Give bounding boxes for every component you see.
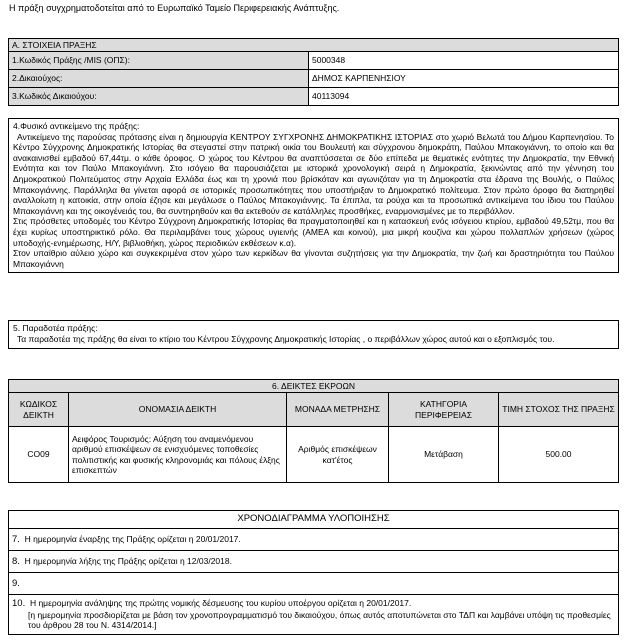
beneficiary-label: 2.Δικαιούχος: — [9, 70, 309, 88]
indicator-code: CO09 — [9, 427, 69, 483]
beneficiary-code-label: 3.Κωδικός Δικαιούχου: — [9, 88, 309, 106]
section-a-table — [8, 38, 619, 106]
mis-code-label: 1.Κωδικός Πράξης /MIS (ΟΠΣ): — [9, 52, 309, 70]
commitment-date-note: [η ημερομηνία προσδιορίζεται με βάση τον χρονοπρογραμματισμό του δικαιούχου, όπως αυτός αποτυπώνεται στο ΤΔΠ και λαμβάνει υπόψη τις προθεσμίες του άρθρου 28 του Ν. 4314/2014.] — [28, 609, 611, 630]
row-10-number: 10. — [12, 598, 26, 609]
physical-object-paragraph-1: Αντικείμενο της παρούσας πρότασης είναι η δημιουργία ΚΕΝΤΡΟΥ ΣΥΓΧΡΟΝΗΣ ΔΗΜΟΚΡΑΤΙΚΗΣ ΙΣΤΟΡΙΑΣ στο χωριό Βελωτά του Δήμου Καρπενησίου. Το Κέντρο Σύγχρονης Δημοκρατικής Ιστορίας θα στεγαστεί στην πατρική οικία του Βουλευτή και σύγχρονου δημοκράτη, Παύλου Μπακογιάννη, το οποίο και θα ανακαινισθεί εμβαδού 67,44τμ. ο κάθε όροφος. Ο χώρος του Κέντρου θα αναπτύσσεται σε δύο επίπεδα με θεματικές ενότητες την Δημοκρατία, την Εθνική Ενότητα και τον Παύλο Μπακογιάννη. Στο ισόγειο θα παρουσιάζεται με ιστορικά χρονολογική σειρά η Δημοκρατία, ξεκινώντας από την γέννηση του Δημοκρατικού Πολιτεύματος στην Αρχαία Ελλάδα έως και τη χρονιά που βρίσκόταν και αγωνιζόταν για τη Δημοκρατία στα έδρανα της Βουλής, ο Παύλος Μπακογιάννης. Παράλληλα θα γίνεται αφορά σε ιστορικές προσωπικότητες που υποστήριξαν το Δημοκρατικό πολίτευμα. Στον πρώτο όροφο θα διατηρηθεί αναλλοίωτη η κατοικία, στην οποία έζησε και μεγάλωσε ο Παύλος Μπακογιάννης. Τα έπιπλα, τα ρούχα και τα προσωπικά αντικείμενα του ίδιου του Παύλου Μπακογιάννη και της οικογένειάς του, θα συντηρηθούν και θα εκτεθούν σε κατάλληλες προσθήκες, εναρμονισμένες με το περιβάλλον. — [13, 131, 614, 216]
header-region-category: ΚΑΤΗΓΟΡΙΑ ΠΕΡΙΦΕΡΕΙΑΣ — [389, 393, 499, 427]
indicator-unit: Αριθμός επισκέψεων κατ'έτος — [287, 427, 389, 483]
end-date-text: Η ημερομηνία λήξης της Πράξης ορίζεται η 12/03/2018. — [24, 555, 232, 566]
physical-object-label: 4.Φυσικό αντικείμενο της πράξης: — [13, 121, 140, 131]
header-measurement-unit: ΜΟΝΑΔΑ ΜΕΤΡΗΣΗΣ — [287, 393, 389, 427]
deliverables-label: 5. Παραδοτέα πράξης: — [13, 323, 98, 333]
indicators-title: 6. ΔΕΙΚΤΕΣ ΕΚΡΟΩΝ — [9, 380, 619, 393]
schedule-row-9 — [9, 573, 619, 595]
mis-code-value: 5000348 — [309, 52, 619, 70]
schedule-row-8 — [9, 551, 619, 573]
indicators-table — [8, 379, 619, 483]
row-9-number: 9. — [12, 577, 20, 589]
physical-object-table — [8, 118, 619, 273]
deliverables-table — [8, 320, 619, 349]
header-indicator-code: ΚΩΔΙΚΟΣ ΔΕΙΚΤΗ — [9, 393, 69, 427]
row-8-number: 8. — [12, 555, 20, 567]
schedule-table — [8, 510, 619, 635]
section-a-title: Α. ΣΤΟΙΧΕΙΑ ΠΡΑΞΗΣ — [9, 39, 619, 52]
beneficiary-value: ΔΗΜΟΣ ΚΑΡΠΕΝΗΣΙΟΥ — [309, 70, 619, 88]
deliverables-text: Τα παραδοτέα της πράξης θα είναι το κτίριο του Κέντρου Σύγχρονης Δημοκρατικής Ιστορίας , ο περιβάλλων χώρος αυτού και ο εξοπλισμός του. — [17, 334, 555, 344]
cofunding-statement: Η πράξη συγχρηματοδοτείται από το Ευρωπαϊκό Ταμείο Περιφερειακής Ανάπτυξης. — [9, 3, 340, 13]
physical-object-cell — [9, 119, 619, 273]
indicator-category: Μετάβαση — [389, 427, 499, 483]
header-indicator-name: ΟΝΟΜΑΣΙΑ ΔΕΙΚΤΗ — [69, 393, 287, 427]
beneficiary-code-value: 40113094 — [309, 88, 619, 106]
schedule-row-10 — [9, 595, 619, 635]
physical-object-paragraph-2: Στις πρόσθετες υποδομές του Κέντρο Σύγχρονη Δημοκρατικής Ιστορίας θα πραγματοποιηθεί και η κατασκευή ενός ισόγειου κτιρίου, εμβαδού 49,52τμ, που θα έχει κυρίως υποστηρικτικό ρόλο. Θα περιλαμβάνει τους χώρους υγιεινής (ΑΜΕΑ και κοινού), μια μικρή κουζίνα και χώρου πολλαπλών χρήσεων (χώρος υποδοχής-ενημέρωσης, Η/Υ, βιβλιοθήκη, χώρος περιοδικών εκθέσεων κ.α). — [13, 216, 614, 248]
start-date-text: Η ημερομηνία έναρξης της Πράξης ορίζεται η 20/01/2017. — [24, 533, 241, 544]
commitment-date-text: Η ημερομηνία ανάληψης της πρώτης νομικής δέσμευσης του κυρίου υποέργου ορίζεται η 20/01/2017. — [29, 598, 412, 608]
schedule-title: ΧΡΟΝΟΔΙΑΓΡΑΜΜΑ ΥΛΟΠΟΙΗΣΗΣ — [9, 511, 619, 529]
physical-object-paragraph-3: Στον υπαίθριο αύλειο χώρο και συγκεκριμένα στον χώρο των κερκίδων θα γίνονται συζητήσεις για την Δημοκρατία, την ζωή και δραστηριότητα του Παύλου Μπακογιάννη — [13, 248, 614, 269]
indicator-target: 500.00 — [499, 427, 619, 483]
indicator-name: Αειφόρος Τουρισμός: Αύξηση του αναμενόμενου αριθμού επισκέψεων σε ενισχυόμενες τοποθεσίες πολιτιστικής και φυσικής κληρονομιάς και πόλους έλξης επισκεπτών — [69, 427, 287, 483]
deliverables-cell — [9, 321, 619, 349]
row-7-number: 7. — [12, 533, 20, 545]
header-target-value: ΤΙΜΗ ΣΤΟΧΟΣ ΤΗΣ ΠΡΑΞΗΣ — [499, 393, 619, 427]
schedule-row-7 — [9, 529, 619, 551]
